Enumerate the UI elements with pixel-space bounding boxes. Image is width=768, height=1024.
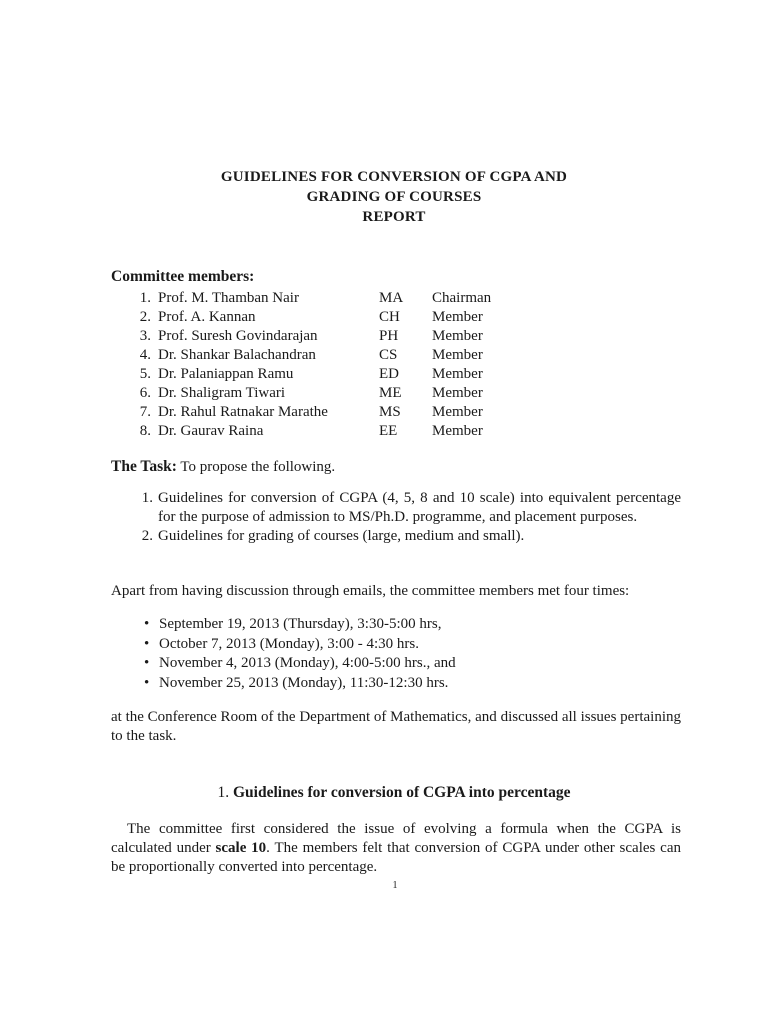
- member-dept: ME: [379, 385, 402, 401]
- member-row: [111, 384, 611, 403]
- member-role: Chairman: [432, 290, 492, 306]
- member-number: 7.: [139, 404, 151, 420]
- member-dept: CS: [379, 347, 398, 363]
- meeting-text: November 4, 2013 (Monday), 4:00-5:00 hrs., and: [159, 655, 456, 671]
- member-name: Dr. Rahul Ratnakar Marathe: [158, 404, 328, 420]
- task-list: [111, 489, 681, 546]
- page-number: 1: [392, 880, 398, 891]
- member-row: [111, 308, 611, 327]
- member-dept: ED: [379, 366, 399, 382]
- member-name: Dr. Gaurav Raina: [158, 423, 264, 439]
- member-role: Member: [432, 309, 483, 325]
- member-row: [111, 327, 611, 346]
- member-dept: MS: [379, 404, 401, 420]
- task-statement: [111, 457, 681, 477]
- task-label: The Task:: [111, 458, 177, 475]
- task-item-number: 1.: [141, 490, 153, 506]
- task-item-text: Guidelines for conversion of CGPA (4, 5, 8 and 10 scale) into equivalent percentage for the purpose of admission to MS/Ph.D. programme, and placement purposes.: [158, 490, 681, 525]
- member-number: 2.: [139, 309, 151, 325]
- task-text: To propose the following.: [180, 459, 336, 475]
- member-row: [111, 403, 611, 422]
- document-title: [111, 167, 677, 227]
- meetings-conclusion: at the Conference Room of the Department of Mathematics, and discussed all issues pertaining to the task.: [111, 709, 681, 744]
- task-item: [111, 527, 681, 546]
- committee-members-list: [111, 289, 611, 441]
- member-row: [111, 422, 611, 441]
- member-role: Member: [432, 423, 483, 439]
- meetings-intro: Apart from having discussion through emails, the committee members met four times:: [111, 583, 630, 599]
- member-number: 4.: [139, 347, 151, 363]
- bullet-icon: •: [144, 616, 150, 632]
- member-role: Member: [432, 347, 483, 363]
- member-number: 5.: [139, 366, 151, 382]
- bullet-icon: •: [144, 674, 150, 691]
- task-item-number: 2.: [141, 528, 153, 544]
- member-row: [111, 346, 611, 365]
- meeting-text: October 7, 2013 (Monday), 3:00 - 4:30 hrs.: [159, 635, 419, 652]
- member-name: Prof. Suresh Govindarajan: [158, 328, 318, 344]
- meeting-text: November 25, 2013 (Monday), 11:30-12:30 hrs.: [159, 674, 449, 691]
- paragraph-bold-text: scale 10: [215, 840, 267, 856]
- member-row: [111, 289, 611, 308]
- member-name: Dr. Shaligram Tiwari: [158, 385, 286, 401]
- meeting-item: [111, 615, 681, 635]
- section-heading: [111, 783, 677, 802]
- member-number: 6.: [139, 385, 151, 401]
- title-line-3: REPORT: [362, 209, 426, 225]
- member-dept: MA: [379, 290, 404, 306]
- meeting-item: [111, 674, 681, 694]
- title-line-2: GRADING OF COURSES: [306, 189, 482, 205]
- member-role: Member: [432, 385, 483, 401]
- task-item: [111, 489, 681, 527]
- task-item-text: Guidelines for grading of courses (large, medium and small).: [158, 528, 525, 544]
- meeting-item: [111, 635, 681, 655]
- meetings-list: [111, 615, 681, 693]
- paragraph-text-1: The committee first considered the issue of evolving a formula when the CGPA is calculated under: [111, 821, 681, 856]
- bullet-icon: •: [144, 635, 150, 652]
- member-dept: CH: [379, 309, 400, 325]
- meeting-item: [111, 654, 681, 674]
- member-role: Member: [432, 366, 483, 382]
- member-name: Prof. A. Kannan: [158, 309, 256, 325]
- member-role: Member: [432, 404, 483, 420]
- member-name: Dr. Shankar Balachandran: [158, 347, 316, 363]
- member-name: Dr. Palaniappan Ramu: [158, 366, 294, 382]
- paragraph-text-2: . The members felt that conversion of CGPA under other scales can be proportionally converted into percentage.: [111, 840, 681, 875]
- member-name: Prof. M. Thamban Nair: [158, 290, 299, 306]
- bullet-icon: •: [144, 655, 150, 671]
- section-paragraph: [111, 820, 681, 877]
- meeting-text: September 19, 2013 (Thursday), 3:30-5:00 hrs,: [159, 616, 442, 632]
- member-row: [111, 365, 611, 384]
- member-number: 3.: [139, 328, 151, 344]
- section-title: Guidelines for conversion of CGPA into percentage: [232, 784, 571, 801]
- section-number: 1.: [217, 784, 230, 801]
- member-role: Member: [432, 328, 483, 344]
- member-dept: PH: [379, 328, 399, 344]
- member-number: 8.: [139, 423, 151, 439]
- member-dept: EE: [379, 423, 398, 439]
- title-line-1: GUIDELINES FOR CONVERSION OF CGPA AND: [220, 169, 568, 185]
- committee-heading: Committee members:: [111, 268, 255, 285]
- member-number: 1.: [139, 290, 151, 306]
